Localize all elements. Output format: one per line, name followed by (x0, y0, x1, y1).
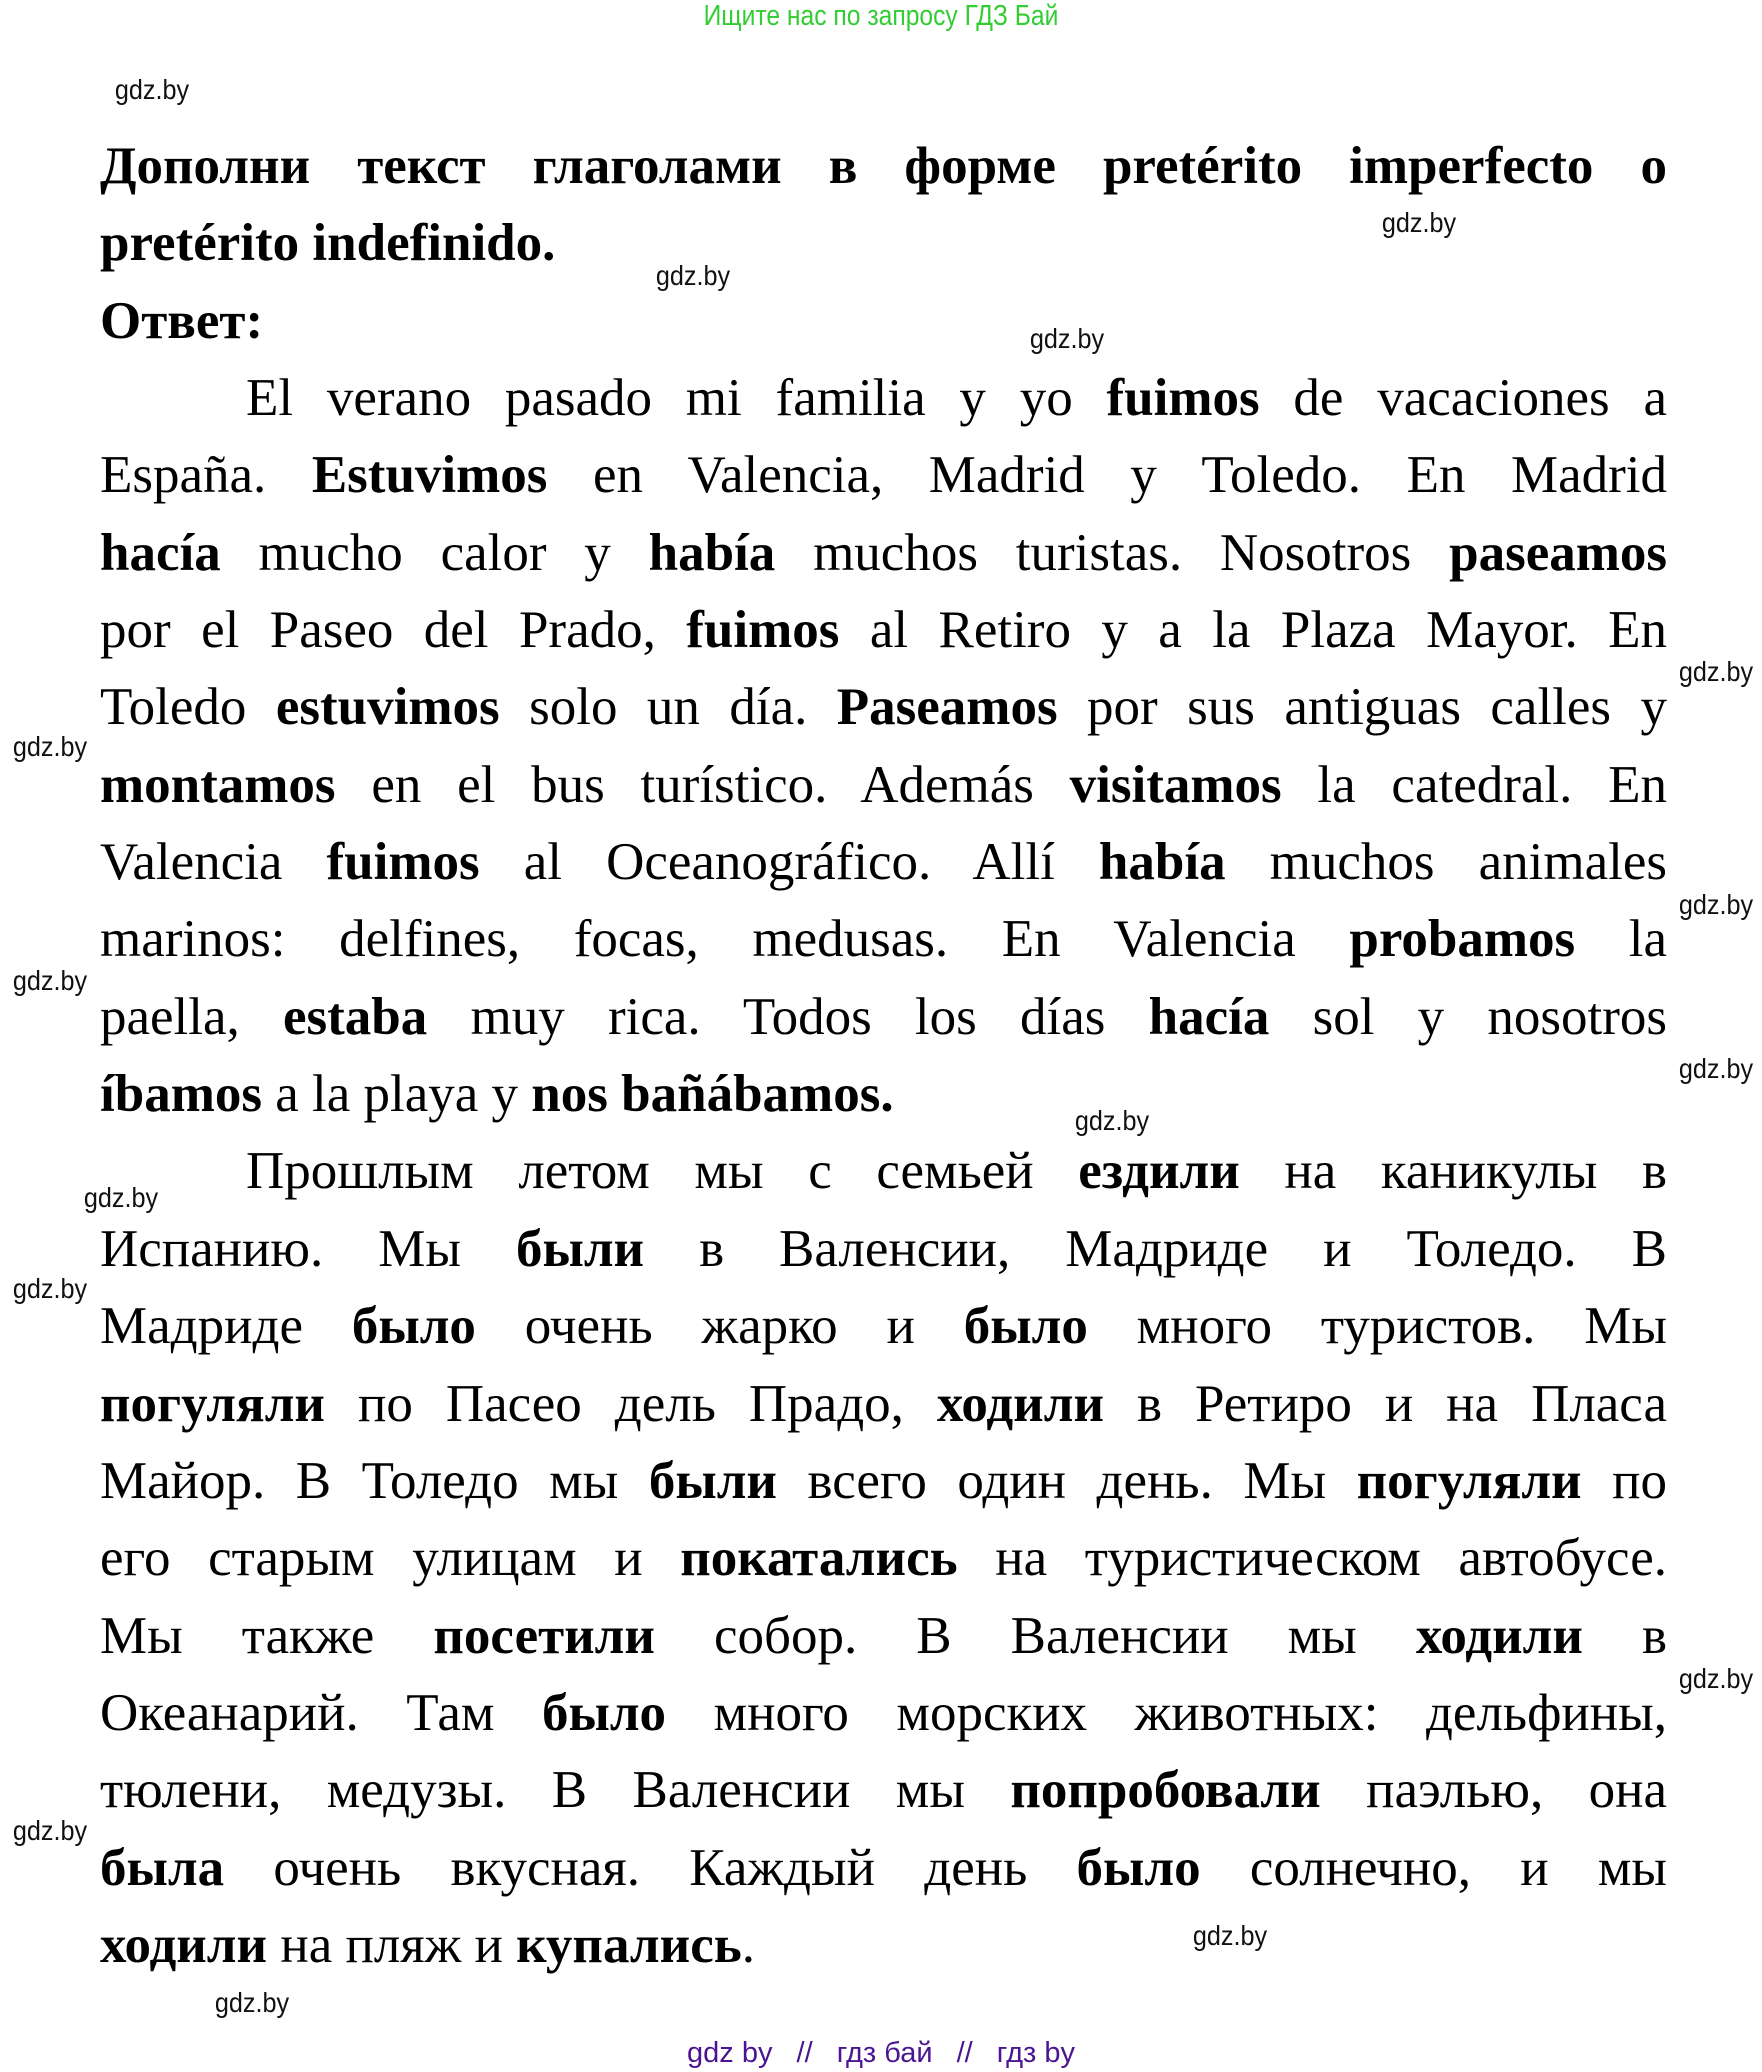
watermark-text: gdz.by (1074, 1105, 1150, 1136)
spanish-text-line (100, 360, 1667, 437)
footer-link-gdz-by-2[interactable]: гдз by (996, 2037, 1075, 2069)
watermark-text: gdz.by (1192, 1920, 1268, 1951)
russian-text-line (100, 1211, 1667, 1288)
russian-text-line (100, 1133, 1667, 1210)
verb-answer: fuimos (686, 601, 840, 660)
verb-answer: montamos (100, 755, 336, 814)
russian-text-line (100, 1520, 1667, 1597)
verb-answer: ездили (1078, 1142, 1240, 1201)
watermark-text: gdz.by (1381, 207, 1457, 238)
watermark-text: gdz.by (1678, 1053, 1754, 1084)
task-heading-line-2: pretérito indefinido. (100, 214, 556, 273)
text-segment: El verano pasado mi familia y yo (246, 369, 1107, 428)
text-segment: mucho calor y (220, 523, 649, 582)
text-segment: по (1581, 1451, 1667, 1510)
russian-text-line (100, 1907, 1667, 1984)
watermark-text: gdz.by (114, 74, 190, 105)
document-body (100, 128, 1667, 1984)
verb-answer: было (1076, 1838, 1201, 1897)
verb-answer: ходили (1415, 1606, 1583, 1665)
text-segment: Toledo (100, 678, 276, 737)
text-segment: в (1582, 1606, 1667, 1665)
spanish-text-line (100, 1056, 1667, 1133)
text-segment: solo un día. (499, 678, 837, 737)
footer-link-gdz-by[interactable]: gdz by (687, 2037, 773, 2069)
verb-answer: estaba (283, 987, 428, 1046)
text-segment: en el bus turístico. Además (335, 755, 1070, 814)
text-segment: al Oceanográfico. Allí (479, 833, 1099, 892)
watermark-text: gdz.by (655, 260, 731, 291)
spanish-text-line (100, 669, 1667, 746)
spanish-text-line (100, 592, 1667, 669)
watermark-text: gdz.by (1029, 323, 1105, 354)
text-segment: в Ретиро и на Пласа (1104, 1374, 1668, 1433)
watermark-text: gdz.by (1678, 656, 1754, 687)
verb-answer: ходили (100, 1915, 268, 1974)
text-segment: много туристов. Мы (1087, 1297, 1667, 1356)
verb-answer: fuimos (326, 833, 480, 892)
spanish-text-line (100, 824, 1667, 901)
verb-answer: погуляли (100, 1374, 325, 1433)
verb-answer: погуляли (1356, 1451, 1582, 1510)
spanish-text-line (100, 437, 1667, 514)
watermark-text: gdz.by (12, 1815, 88, 1846)
text-segment: paella, (100, 987, 283, 1046)
verb-answer: hacía (1148, 987, 1270, 1046)
text-segment: много морских животных: дельфины, (666, 1683, 1667, 1742)
task-heading-line-1: Дополни текст глаголами в форме pretérito imperfecto o (100, 137, 1667, 195)
russian-text-line (100, 1598, 1667, 1675)
verb-answer: попробовали (1010, 1761, 1321, 1820)
russian-text-line (100, 1443, 1667, 1520)
text-segment: por sus antiguas calles y (1057, 678, 1667, 737)
text-segment: очень жарко и (475, 1297, 964, 1356)
watermark-text: gdz.by (12, 1273, 88, 1304)
text-segment: собор. В Валенсии мы (654, 1606, 1416, 1665)
text-segment: его старым улицам и (100, 1529, 681, 1588)
text-segment: Майор. В Толедо мы (100, 1451, 649, 1510)
text-segment: en Valencia, Madrid y Toledo. En Madrid (547, 446, 1667, 505)
verb-answer: probamos (1349, 910, 1576, 969)
text-segment: на пляж и (267, 1915, 517, 1974)
spanish-paragraph (100, 360, 1667, 1133)
text-segment: на туристическом автобусе. (957, 1529, 1667, 1588)
footer-links (0, 2036, 1762, 2070)
watermark-text: gdz.by (214, 1987, 290, 2018)
verb-answer: había (648, 523, 776, 582)
text-segment: всего один день. Мы (776, 1451, 1357, 1510)
text-segment: по Пасео дель Прадо, (324, 1374, 937, 1433)
text-segment: Океанарий. Там (100, 1683, 542, 1742)
russian-paragraph (100, 1133, 1667, 1984)
russian-text-line (100, 1288, 1667, 1365)
footer-link-gdz-bai[interactable]: гдз бай (836, 2037, 933, 2069)
text-segment: Прошлым летом мы с семьей (246, 1142, 1079, 1201)
text-segment: muchos turistas. Nosotros (775, 523, 1450, 582)
text-segment: por el Paseo del Prado, (100, 601, 687, 660)
search-banner: Ищите нас по запросу ГДЗ Бай (703, 0, 1059, 32)
verb-answer: fuimos (1106, 369, 1260, 428)
spanish-text-line (100, 515, 1667, 592)
verb-answer: íbamos (100, 1065, 262, 1124)
text-segment: muy rica. Todos los días (427, 987, 1149, 1046)
text-segment: солнечно, и мы (1200, 1838, 1667, 1897)
verb-answer: посетили (433, 1606, 655, 1665)
verb-answer: покатались (680, 1529, 958, 1588)
text-segment: очень вкусная. Каждый день (224, 1838, 1077, 1897)
text-segment: al Retiro y a la Plaza Mayor. En (839, 601, 1667, 660)
footer-separator: // (956, 2037, 973, 2069)
watermark-text: gdz.by (83, 1182, 159, 1213)
russian-text-line (100, 1752, 1667, 1829)
russian-text-line (100, 1675, 1667, 1752)
verb-answer: nos bañábamos. (531, 1065, 894, 1124)
text-segment: sol y nosotros (1269, 987, 1667, 1046)
verb-answer: Estuvimos (311, 446, 548, 505)
verb-answer: были (648, 1451, 777, 1510)
text-segment: Мы также (100, 1606, 434, 1665)
answer-label: Ответ: (100, 291, 264, 350)
russian-text-line (100, 1830, 1667, 1907)
verb-answer: estuvimos (275, 678, 500, 737)
text-segment: Мадриде (100, 1297, 352, 1356)
watermark-text: gdz.by (12, 731, 88, 762)
verb-answer: paseamos (1449, 523, 1667, 582)
verb-answer: была (100, 1838, 225, 1897)
text-segment: la (1575, 910, 1667, 969)
spanish-text-line (100, 747, 1667, 824)
verb-answer: hacía (100, 523, 221, 582)
spanish-text-line (100, 901, 1667, 978)
text-segment: muchos animales (1225, 833, 1668, 892)
watermark-text: gdz.by (12, 965, 88, 996)
russian-text-line (100, 1366, 1667, 1443)
verb-answer: visitamos (1069, 755, 1282, 814)
verb-answer: купались (516, 1915, 742, 1974)
verb-answer: было (541, 1683, 667, 1742)
watermark-text: gdz.by (1678, 889, 1754, 920)
text-segment: паэлью, она (1320, 1761, 1667, 1820)
text-segment: тюлени, медузы. В Валенсии мы (100, 1761, 1011, 1820)
text-segment: . (741, 1915, 756, 1974)
verb-answer: было (963, 1297, 1088, 1356)
text-segment: marinos: delfines, focas, medusas. En Valencia (100, 910, 1350, 969)
text-segment: a la playa y (261, 1065, 532, 1124)
footer-separator: // (796, 2037, 813, 2069)
verb-answer: había (1098, 833, 1226, 892)
verb-answer: Paseamos (836, 678, 1058, 737)
watermark-text: gdz.by (1678, 1663, 1754, 1694)
text-segment: España. (100, 446, 312, 505)
text-segment: Испанию. Мы (100, 1219, 516, 1278)
spanish-text-line (100, 979, 1667, 1056)
text-segment: la catedral. En (1281, 755, 1667, 814)
verb-answer: было (351, 1297, 476, 1356)
text-segment: на каникулы в (1239, 1142, 1667, 1201)
text-segment: в Валенсии, Мадриде и Толедо. В (644, 1219, 1667, 1278)
verb-answer: ходили (936, 1374, 1104, 1433)
text-segment: de vacaciones a (1259, 369, 1667, 428)
text-segment: Valencia (100, 833, 327, 892)
verb-answer: были (515, 1219, 645, 1278)
